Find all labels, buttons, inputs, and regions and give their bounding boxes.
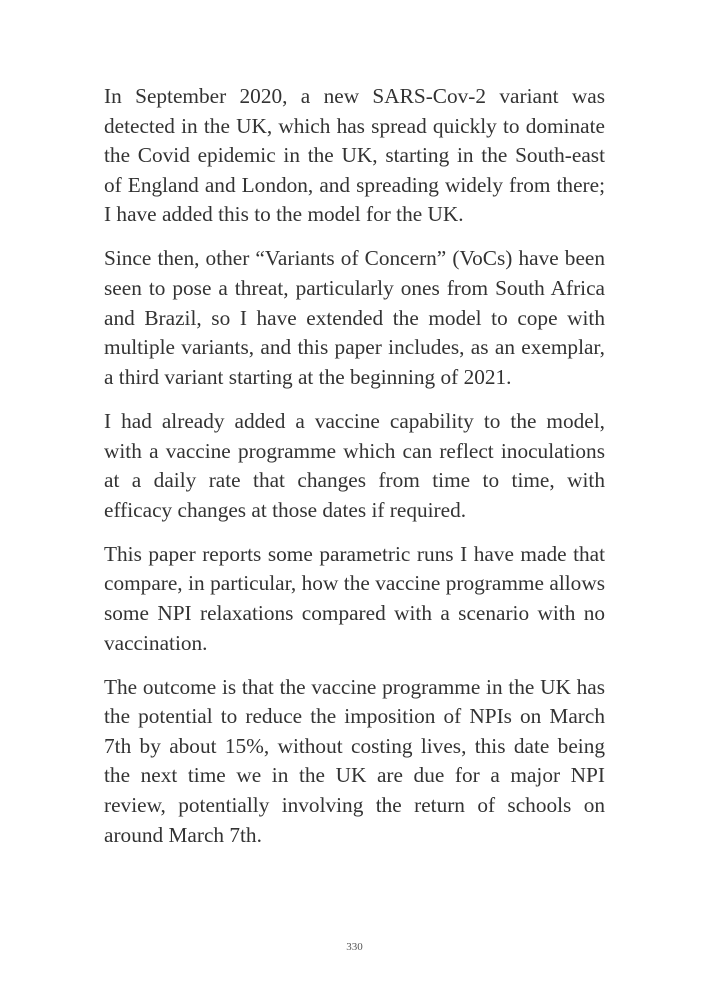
paragraph-variant-detection: In September 2020, a new SARS-Cov-2 variant was detected in the UK, which has spread quickly to dominate the Covid epidemic in the UK, starting in the South-east of England and London, and spreading widely from there; I have added this to the model for the UK. — [104, 84, 605, 227]
paragraph-variants-of-concern: Since then, other “Variants of Concern” (VoCs) have been seen to pose a threat, particularly ones from South Africa and Brazil, so I have extended the model to cope with multiple variants, and this paper includes, as an exemplar, a third variant starting at the beginning of 2021. — [104, 246, 605, 389]
page-number: 330 — [346, 941, 363, 953]
body-text — [104, 82, 605, 865]
paragraph-parametric-runs: This paper reports some parametric runs I have made that compare, in particular, how the vaccine programme allows some NPI relaxations compared with a scenario with no vaccination. — [104, 541, 605, 655]
paragraph-vaccine-capability: I had already added a vaccine capability to the model, with a vaccine programme which can reflect inoculations at a daily rate that changes from time to time, with efficacy changes at those dates if required. — [104, 408, 605, 522]
paragraph-outcome: The outcome is that the vaccine programme in the UK has the potential to reduce the imposition of NPIs on March 7th by about 15%, without costing lives, this date being the next time we in the UK are due for a major NPI review, potentially involving the return of schools on around March 7th. — [104, 674, 605, 847]
